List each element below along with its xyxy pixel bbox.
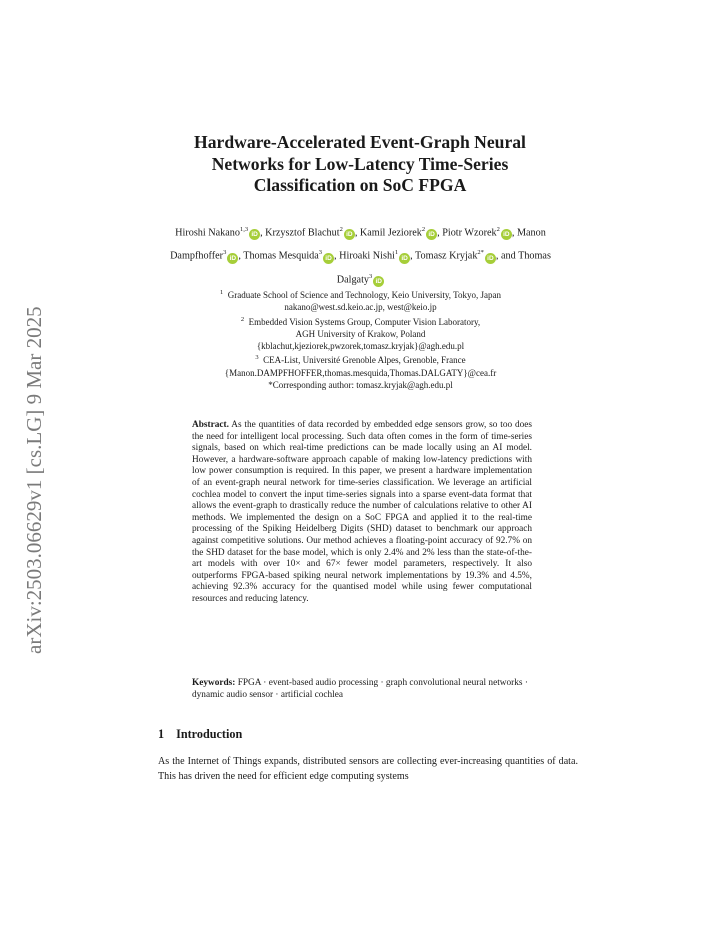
orcid-icon[interactable]: iD xyxy=(426,229,437,240)
affil-3-email: {Manon.DAMPFHOFFER,thomas.mesquida,Thomas.DALGATY}@cea.fr xyxy=(224,367,497,378)
author-name: Tomasz Kryjak xyxy=(415,250,478,262)
author-name: Thomas Mesquida xyxy=(243,250,319,262)
author-sup: 2 xyxy=(496,226,500,233)
title-line-2: Networks for Low-Latency Time-Series xyxy=(211,153,509,174)
affil-1-line-1: Graduate School of Science and Technology, Keio University, Tokyo, Japan xyxy=(227,290,501,300)
author-sup: 2* xyxy=(477,249,484,257)
affil-3-line-1: CEA-List, Université Grenoble Alpes, Grenoble, France xyxy=(263,355,466,366)
corresponding-author: *Corresponding author: tomasz.kryjak@agh.edu.pl xyxy=(268,380,453,391)
author-sup: 1 xyxy=(394,249,399,257)
author-name: Hiroshi Nakano xyxy=(175,227,240,239)
orcid-icon[interactable]: iD xyxy=(485,253,496,264)
orcid-icon[interactable]: iD xyxy=(501,229,512,240)
arxiv-id: arXiv:2503.06629v1 [cs.LG] 9 Mar 2025 xyxy=(22,306,46,654)
author-name: Thomas Dalgaty xyxy=(336,250,551,286)
author-sup: 2 xyxy=(339,226,343,233)
affil-2-line-1: Embedded Vision Systems Group, Computer Vision Laboratory, xyxy=(248,316,481,327)
abstract xyxy=(192,420,532,606)
affil-2-email: {kblachut,kjeziorek,pwzorek,tomasz.kryjak}@agh.edu.pl xyxy=(256,341,465,352)
arxiv-stamp xyxy=(22,256,48,654)
author-name: Manon Dampfhoffer xyxy=(170,227,546,262)
title-line-1: Hardware-Accelerated Event-Graph Neural xyxy=(194,132,526,152)
affil-sup: 3 xyxy=(255,354,259,362)
orcid-icon[interactable]: iD xyxy=(249,229,260,240)
author-name: Kamil Jeziorek xyxy=(359,227,422,239)
author-sup: 3 xyxy=(318,249,323,257)
affil-sup: 1 xyxy=(220,289,224,296)
orcid-icon[interactable]: iD xyxy=(373,276,384,287)
section-number: 1 xyxy=(158,727,165,741)
author-sup: 3 xyxy=(369,272,373,280)
author-sup: 1,3 xyxy=(239,226,249,233)
author-name: Krzysztof Blachut xyxy=(265,227,340,239)
keywords-label: Keywords: xyxy=(192,678,236,688)
keywords-text: FPGA · event-based audio processing · graph convolutional neural networks · dynamic audio sensor · artificial cochlea xyxy=(192,678,528,700)
author-sup: 2 xyxy=(421,226,426,233)
section-title: Introduction xyxy=(176,727,243,741)
author-list: Hiroshi Nakano$^{1,3}$iD , Krzysztof Blachut$^2$iD , Kamil Jeziorek$^2$iD , Piotr Wzorek$^2$iD , Manon Dampfhoffer$^3$iD , Thomas Mesquida$^3$iD , Hiroaki Nishi$^1$iD , Tomasz Kryjak$^{2*}$iD , and Thomas Dalgaty$^3$iD xyxy=(170,226,551,286)
author-sup: 3 xyxy=(223,249,227,257)
title-line-3: Classification on SoC FPGA xyxy=(253,175,467,195)
affil-2-line-2: AGH University of Krakow, Poland xyxy=(295,328,426,339)
section-heading xyxy=(158,727,242,742)
intro-paragraph: As the Internet of Things expands, distributed sensors are collecting ever-increasing quantities of data. This has driven the need for efficient edge computing systems xyxy=(158,756,578,782)
orcid-icon[interactable]: iD xyxy=(227,253,238,264)
orcid-icon[interactable]: iD xyxy=(344,229,355,240)
orcid-icon[interactable]: iD xyxy=(399,253,410,264)
affiliations xyxy=(158,287,563,391)
abstract-label: Abstract. xyxy=(192,420,229,430)
author-name: Hiroaki Nishi xyxy=(339,250,395,262)
orcid-icon[interactable]: iD xyxy=(323,253,334,264)
keywords xyxy=(192,678,532,701)
affil-1-email: nakano@west.sd.keio.ac.jp, west@keio.jp xyxy=(284,302,437,313)
paper-title xyxy=(0,132,720,197)
affil-sup: 2 xyxy=(240,315,245,323)
abstract-text: As the quantities of data recorded by embedded edge sensors grow, so too does the need for intelligent local processing. Such data often comes in the form of time-series signals, based on which real-time predictions can be made locally using an AI model. However, a hardware-software approach capable of making low-latency predictions with low power consumption is required. In this paper, we present a hardware implementation of an event-graph neural network for time-series classification. We leverage an artificial cochlea model to convert the input time-series signals into a sparse event-data format that allows the event-graph to drastically reduce the number of calculations relative to other AI methods. We implemented the design on a SoC FPGA and applied it to the real-time processing of the Spiking Heidelberg Digits (SHD) dataset to benchmark our approach against competitive solutions. Our method achieves a floating-point accuracy of 92.7% on the SHD dataset for the base model, which is only 2.4% and 2% less than the state-of-the-art models with over 10× and 67× fewer model parameters, respectively. It also outperforms FPGA-based spiking neural network implementations by 19.3% and 4.5%, achieving 92.3% accuracy for the quantised model while using fewer computational resources and reducing latency. xyxy=(192,420,532,604)
author-name: Piotr Wzorek xyxy=(442,227,497,239)
